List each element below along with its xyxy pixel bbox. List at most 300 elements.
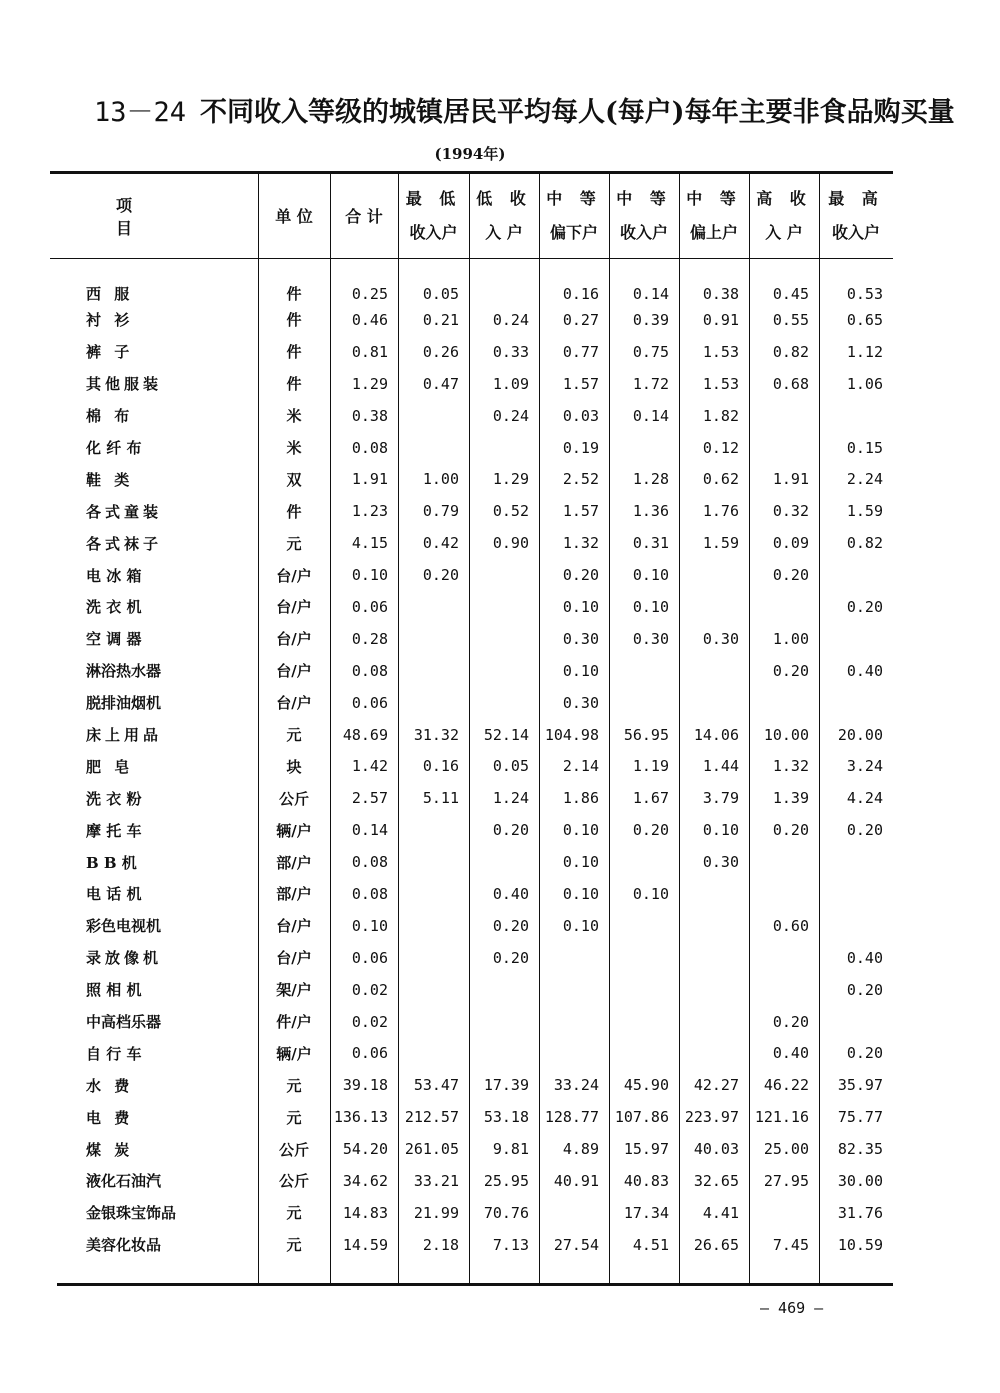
row-value: 1.24 (492, 789, 529, 808)
row-total: 1.42 (351, 757, 388, 776)
row-value (398, 655, 469, 687)
row-unit: 部/户 (276, 885, 312, 904)
row-unit: 双 (286, 470, 302, 489)
row-total: 34.62 (342, 1171, 388, 1190)
row-value (469, 559, 539, 591)
row-value: 104.98 (544, 725, 599, 744)
row-value (679, 591, 749, 623)
row-value (679, 974, 749, 1006)
row-total: 0.46 (351, 310, 388, 329)
header-line-2: 收入户 (831, 222, 880, 242)
row-value: 1.91 (772, 470, 809, 489)
row-unit: 辆/户 (276, 1044, 312, 1063)
row-value (469, 623, 539, 655)
header-line-1: 中 等 (686, 188, 742, 208)
row-value: 1.67 (632, 789, 669, 808)
row-value: 33.24 (553, 1076, 599, 1095)
row-unit: 台/户 (276, 630, 312, 649)
row-value (609, 974, 679, 1006)
row-value: 56.95 (623, 725, 669, 744)
row-value (469, 974, 539, 1006)
row-value: 0.30 (562, 629, 599, 648)
row-value: 0.21 (422, 310, 459, 329)
row-value: 0.20 (492, 821, 529, 840)
table-row (50, 527, 893, 559)
row-value: 1.29 (492, 470, 529, 489)
row-value: 17.39 (483, 1076, 529, 1095)
row-value: 2.52 (562, 470, 599, 489)
row-value: 1.00 (422, 470, 459, 489)
row-value: 1.32 (562, 534, 599, 553)
row-value (539, 942, 609, 974)
row-value (609, 1006, 679, 1038)
row-item-label: 西 服 (86, 285, 134, 303)
row-total: 1.91 (351, 470, 388, 489)
row-unit: 元 (286, 534, 302, 553)
row-value: 0.60 (772, 916, 809, 935)
row-value (398, 432, 469, 464)
row-value: 26.65 (693, 1235, 739, 1254)
row-value (679, 655, 749, 687)
row-value: 30.00 (837, 1171, 883, 1190)
row-total: 0.06 (351, 597, 388, 616)
row-item-label: 录放像机 (86, 949, 163, 968)
row-value: 5.11 (422, 789, 459, 808)
row-value: 52.14 (483, 725, 529, 744)
row-item-label: 棉 布 (86, 407, 134, 426)
header-line-2: 偏上户 (689, 222, 738, 242)
row-value: 27.54 (553, 1235, 599, 1254)
row-value: 0.24 (492, 406, 529, 425)
row-value: 1.12 (846, 342, 883, 361)
row-value: 0.05 (492, 757, 529, 776)
row-value: 0.14 (632, 284, 669, 303)
row-value: 1.57 (562, 374, 599, 393)
row-value (469, 687, 539, 719)
row-value (398, 878, 469, 910)
row-value: 0.20 (422, 566, 459, 585)
row-value (749, 1197, 819, 1229)
row-value: 0.75 (632, 342, 669, 361)
row-value: 0.53 (846, 284, 883, 303)
row-value: 1.32 (772, 757, 809, 776)
table-subtitle: (1994年) (434, 145, 506, 163)
row-value: 0.10 (562, 821, 599, 840)
header-line-1: 最 高 (828, 188, 884, 208)
row-value: 0.30 (632, 629, 669, 648)
row-value (398, 814, 469, 846)
row-unit: 件/户 (276, 1013, 312, 1032)
row-value: 0.20 (492, 948, 529, 967)
row-value: 0.47 (422, 374, 459, 393)
row-value (469, 432, 539, 464)
row-value: 10.59 (837, 1235, 883, 1254)
row-unit: 元 (286, 726, 302, 745)
row-value (819, 878, 893, 910)
table-row (50, 258, 893, 304)
table-row (50, 304, 893, 336)
header-line-1: 最 低 (405, 188, 462, 208)
row-value (749, 432, 819, 464)
row-item-label: 自 行 车 (86, 1044, 142, 1063)
row-value: 0.68 (772, 374, 809, 393)
row-total: 1.23 (351, 502, 388, 521)
table-row (50, 1101, 893, 1133)
row-total: 0.06 (351, 948, 388, 967)
row-item-label: 水 费 (86, 1076, 134, 1095)
row-item-label: 衬 衫 (86, 311, 134, 330)
row-value (398, 1037, 469, 1069)
row-value: 0.20 (772, 661, 809, 680)
row-total: 0.28 (351, 629, 388, 648)
row-item-label: B B 机 (86, 853, 137, 872)
table-row (50, 368, 893, 400)
row-value: 0.26 (422, 342, 459, 361)
row-value (469, 1037, 539, 1069)
row-value: 0.82 (772, 342, 809, 361)
row-value: 0.65 (846, 310, 883, 329)
row-value: 0.10 (562, 597, 599, 616)
row-value: 0.55 (772, 310, 809, 329)
table-row (50, 1037, 893, 1069)
row-value (609, 910, 679, 942)
row-item-label: 肥 皂 (86, 757, 134, 776)
row-value (609, 1037, 679, 1069)
row-value: 0.10 (562, 661, 599, 680)
row-value: 70.76 (483, 1203, 529, 1222)
row-value: 0.90 (492, 534, 529, 553)
row-value: 1.59 (702, 534, 739, 553)
row-item-label: 电 冰 箱 (86, 566, 142, 585)
row-value: 3.24 (846, 757, 883, 776)
row-value (819, 1006, 893, 1038)
header-lowest-income (398, 173, 469, 258)
row-value: 35.97 (837, 1076, 883, 1095)
row-total: 0.08 (351, 884, 388, 903)
row-total: 0.06 (351, 693, 388, 712)
table-row (50, 942, 893, 974)
row-value: 1.53 (702, 342, 739, 361)
row-unit: 公斤 (278, 1172, 309, 1191)
row-unit: 元 (286, 1076, 302, 1095)
table-row (50, 910, 893, 942)
row-total: 14.59 (342, 1235, 388, 1254)
row-unit: 块 (286, 757, 302, 776)
table-row (50, 1197, 893, 1229)
row-value: 0.05 (422, 284, 459, 303)
row-value: 2.18 (422, 1235, 459, 1254)
row-value (398, 942, 469, 974)
row-value: 42.27 (693, 1076, 739, 1095)
row-value (398, 974, 469, 1006)
row-value (749, 846, 819, 878)
row-total: 0.08 (351, 853, 388, 872)
row-value: 0.42 (422, 534, 459, 553)
row-value: 2.14 (562, 757, 599, 776)
row-value: 0.20 (846, 597, 883, 616)
row-value: 0.30 (702, 629, 739, 648)
header-line-1: 低 收 (476, 188, 532, 208)
row-total: 0.10 (351, 916, 388, 935)
row-value (398, 846, 469, 878)
row-total: 39.18 (342, 1076, 388, 1095)
row-unit: 辆/户 (276, 821, 312, 840)
row-item-label: 裤 子 (86, 343, 134, 362)
row-value (679, 942, 749, 974)
row-value: 0.79 (422, 502, 459, 521)
row-value: 107.86 (614, 1108, 669, 1127)
row-total: 0.38 (351, 406, 388, 425)
row-value (469, 1006, 539, 1038)
row-value (819, 910, 893, 942)
row-value: 0.20 (846, 980, 883, 999)
table-number: 13－24 (94, 97, 187, 128)
row-value: 1.59 (846, 502, 883, 521)
row-value (749, 878, 819, 910)
table-row (50, 687, 893, 719)
row-value: 31.76 (837, 1203, 883, 1222)
row-item-label: 各式袜子 (86, 534, 163, 553)
header-total: 合 计 (345, 207, 383, 226)
row-total: 0.08 (351, 438, 388, 457)
row-value: 0.33 (492, 342, 529, 361)
row-value (398, 1006, 469, 1038)
row-value: 53.18 (483, 1108, 529, 1127)
table-row (50, 750, 893, 782)
row-unit: 元 (286, 1108, 302, 1127)
row-value: 7.45 (772, 1235, 809, 1254)
row-unit: 件 (286, 343, 302, 362)
row-value (679, 1006, 749, 1038)
row-item-label: 中高档乐器 (86, 1013, 162, 1032)
row-item-label: 洗 衣 粉 (86, 789, 142, 808)
table-row (50, 655, 893, 687)
table-row (50, 336, 893, 368)
row-value: 46.22 (763, 1076, 809, 1095)
row-total: 0.02 (351, 1012, 388, 1031)
header-high-income (749, 173, 819, 258)
row-value (539, 1006, 609, 1038)
row-value: 2.24 (846, 470, 883, 489)
row-total: 4.15 (351, 534, 388, 553)
row-item-label: 煤 炭 (86, 1140, 134, 1159)
row-value: 75.77 (837, 1108, 883, 1127)
row-value (469, 591, 539, 623)
row-value: 261.05 (404, 1140, 459, 1159)
row-total: 0.25 (351, 284, 388, 303)
row-value: 0.16 (562, 284, 599, 303)
table-row (50, 591, 893, 623)
header-middle-income (609, 173, 679, 258)
row-value: 223.97 (684, 1108, 739, 1127)
row-value: 1.76 (702, 502, 739, 521)
row-value: 0.20 (772, 821, 809, 840)
row-value: 1.86 (562, 789, 599, 808)
row-value: 27.95 (763, 1171, 809, 1190)
row-item-label: 电 费 (86, 1108, 134, 1127)
row-value: 0.20 (846, 821, 883, 840)
row-value (819, 623, 893, 655)
row-unit: 部/户 (276, 853, 312, 872)
row-value: 0.91 (702, 310, 739, 329)
row-value: 0.16 (422, 757, 459, 776)
row-value: 0.10 (562, 916, 599, 935)
row-value: 15.97 (623, 1140, 669, 1159)
row-unit: 元 (286, 1204, 302, 1223)
row-total: 0.14 (351, 821, 388, 840)
row-value: 0.62 (702, 470, 739, 489)
row-item-label: 脱排油烟机 (86, 694, 162, 713)
header-unit: 单 位 (275, 207, 313, 226)
row-item-label: 电 话 机 (86, 885, 142, 904)
table-row (50, 559, 893, 591)
row-value: 4.41 (702, 1203, 739, 1222)
row-value: 0.10 (632, 597, 669, 616)
row-unit: 公斤 (278, 789, 309, 808)
row-unit: 台/户 (276, 917, 312, 936)
row-item-label: 各式童装 (86, 502, 163, 521)
table-title (94, 90, 955, 129)
row-item-label: 空 调 器 (86, 630, 142, 649)
header-line-2: 入 户 (765, 222, 803, 242)
row-value: 0.10 (702, 821, 739, 840)
header-line-2: 入 户 (485, 222, 523, 242)
row-value: 1.44 (702, 757, 739, 776)
row-value: 32.65 (693, 1171, 739, 1190)
row-value: 0.40 (492, 884, 529, 903)
row-total: 54.20 (342, 1140, 388, 1159)
row-value: 0.20 (562, 566, 599, 585)
row-unit: 件 (286, 375, 302, 394)
row-unit: 台/户 (276, 949, 312, 968)
table-row (50, 495, 893, 527)
row-value: 20.00 (837, 725, 883, 744)
row-value: 17.34 (623, 1203, 669, 1222)
row-value: 31.32 (413, 725, 459, 744)
row-value (819, 559, 893, 591)
table-row (50, 846, 893, 878)
row-unit: 米 (286, 439, 302, 457)
row-value: 0.20 (772, 566, 809, 585)
row-value (609, 942, 679, 974)
row-value (749, 400, 819, 432)
row-value: 25.00 (763, 1140, 809, 1159)
row-value (398, 623, 469, 655)
row-value: 0.40 (846, 661, 883, 680)
row-value: 1.57 (562, 502, 599, 521)
table-row (50, 974, 893, 1006)
row-value: 0.12 (702, 438, 739, 457)
header-line-2: 收入户 (619, 222, 668, 242)
table-row (50, 1165, 893, 1197)
row-value: 0.10 (632, 566, 669, 585)
row-value: 0.32 (772, 502, 809, 521)
table-row (50, 1229, 893, 1261)
row-value: 4.89 (562, 1140, 599, 1159)
row-unit: 台/户 (276, 662, 312, 681)
table-row (50, 1133, 893, 1165)
row-value (469, 846, 539, 878)
bottom-rule (57, 1283, 893, 1286)
row-item-label: 其他服装 (86, 375, 163, 394)
row-value: 40.83 (623, 1171, 669, 1190)
row-value (539, 1197, 609, 1229)
table-row (50, 719, 893, 751)
row-value: 128.77 (544, 1108, 599, 1127)
header-line-2: 偏下户 (549, 222, 598, 242)
row-value (398, 910, 469, 942)
header-row (50, 173, 893, 258)
row-value: 9.81 (492, 1140, 529, 1159)
row-value: 3.79 (702, 789, 739, 808)
row-total: 14.83 (342, 1203, 388, 1222)
row-value: 0.10 (632, 884, 669, 903)
row-value: 40.91 (553, 1171, 599, 1190)
row-value (819, 687, 893, 719)
row-value (609, 846, 679, 878)
header-item (50, 173, 258, 258)
row-item-label: 摩 托 车 (86, 821, 142, 840)
row-unit: 架/户 (276, 981, 312, 1000)
row-value (679, 559, 749, 591)
table-title-text: 不同收入等级的城镇居民平均每人(每户)每年主要非食品购买量 (200, 97, 955, 128)
row-value: 1.72 (632, 374, 669, 393)
row-value: 0.45 (772, 284, 809, 303)
page-number: — 469 — (760, 1299, 824, 1317)
row-unit: 台/户 (276, 598, 312, 617)
row-value: 0.24 (492, 310, 529, 329)
row-item-label: 化 纤 布 (86, 439, 142, 457)
row-value: 212.57 (404, 1108, 459, 1127)
row-value (679, 687, 749, 719)
row-value: 1.06 (846, 374, 883, 393)
row-value: 0.39 (632, 310, 669, 329)
row-value (609, 432, 679, 464)
row-unit: 台/户 (276, 566, 312, 585)
row-item-label: 美容化妆品 (86, 1236, 162, 1255)
row-value (609, 687, 679, 719)
row-total: 0.02 (351, 980, 388, 999)
row-value: 10.00 (763, 725, 809, 744)
row-item-label: 金银珠宝饰品 (86, 1204, 177, 1223)
row-value: 0.19 (562, 438, 599, 457)
row-value (819, 400, 893, 432)
row-value (398, 687, 469, 719)
row-value: 33.21 (413, 1171, 459, 1190)
row-value: 82.35 (837, 1140, 883, 1159)
row-unit: 件 (286, 502, 302, 521)
row-item-label: 淋浴热水器 (86, 662, 162, 681)
row-value: 121.16 (754, 1108, 809, 1127)
row-value: 0.27 (562, 310, 599, 329)
row-unit: 元 (286, 1236, 302, 1255)
row-value (749, 591, 819, 623)
header-line-1: 高 收 (756, 188, 812, 208)
row-value (398, 591, 469, 623)
row-value: 4.24 (846, 789, 883, 808)
row-value: 0.15 (846, 438, 883, 457)
table-row (50, 623, 893, 655)
row-value: 1.09 (492, 374, 529, 393)
row-unit: 台/户 (276, 694, 312, 713)
row-item-label: 彩色电视机 (86, 917, 162, 936)
row-value: 1.39 (772, 789, 809, 808)
row-value (609, 655, 679, 687)
row-value: 0.40 (772, 1044, 809, 1063)
row-value: 0.20 (772, 1012, 809, 1031)
row-value: 0.03 (562, 406, 599, 425)
row-total: 1.29 (351, 374, 388, 393)
